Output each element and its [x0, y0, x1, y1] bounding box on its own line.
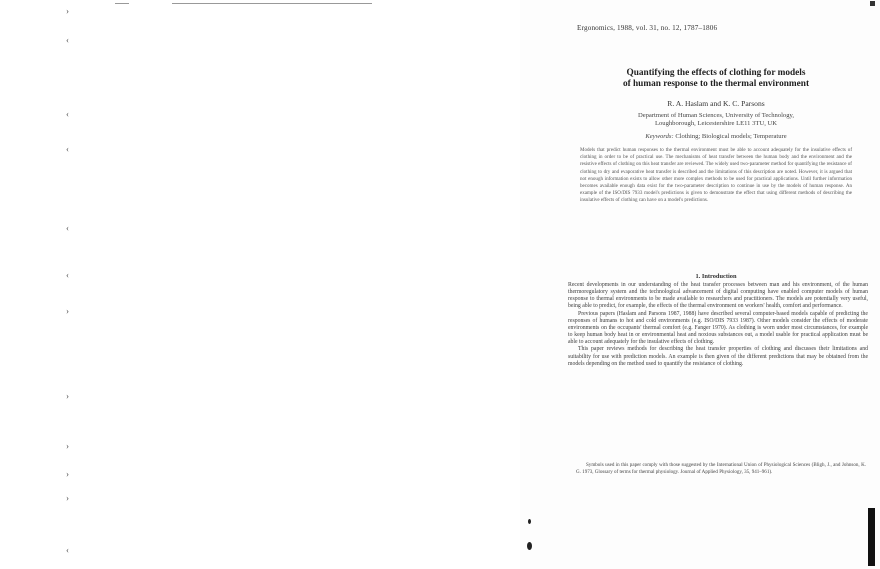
affiliation-line-2: Loughborough, Leicestershire LE11 3TU, UK	[654, 120, 778, 127]
scan-edge-bar	[868, 508, 875, 566]
gutter-mark: ›	[66, 441, 69, 451]
gutter-mark: ›	[66, 306, 69, 316]
gutter-mark: ›	[66, 469, 69, 479]
affiliation-line-1: Department of Human Sciences, University of Technology,	[637, 112, 795, 119]
authors: R. A. Haslam and K. C. Parsons	[667, 99, 765, 108]
gutter-mark: ‹	[66, 545, 69, 555]
punch-hole-mark	[527, 542, 532, 550]
gutter-mark: ‹	[66, 35, 69, 45]
title-line-2: of human response to the thermal environment	[622, 79, 810, 89]
scan-edge-line	[115, 3, 129, 4]
paragraph: This paper reviews methods for describing the heat transfer properties of clothing and discusses their limitations and suitability for use with prediction models. An example is then given of the different predictions that may be obtained from the models depending on the method used to quantify the resistance of clothing.	[568, 346, 868, 367]
gutter-mark: ‹	[66, 223, 69, 233]
punch-hole-mark	[528, 519, 531, 524]
gutter-mark: ›	[66, 391, 69, 401]
title-line-1: Quantifying the effects of clothing for models	[626, 68, 806, 78]
gutter-mark: ›	[66, 6, 69, 16]
keywords	[556, 133, 876, 140]
footnote-text: Symbols used in this paper comply with those suggested by the International Union of Physiological Sciences (Bligh, J., and Johnson, K. G. 1973, Glossary of terms for thermal physiology. Journal of Applied Physiology, 35, 941–961).	[576, 462, 866, 475]
affiliation	[556, 112, 876, 128]
abstract: Models that predict human responses to the thermal environment must be able to account adequately for the insulative effects of clothing in order to be of practical use. The mechanisms of heat transfer between the human body and the environment and the resistive effects of clothing on this heat transfer are reviewed. The widely used two-parameter method for quantifying the resistance of clothing to dry and evaporative heat transfer is described and the limitations of this description are noted. However, it is argued that not enough information exists to allow other more complex methods to be used for practical applications. Until further information becomes available enough data exist for the two-parameter description to continue in use by the models of human response. An example of the ISO/DIS 7933 model's predictions is given to demonstrate the effect that using different methods of describing the insulative effects of clothing can have on a model's predictions.	[580, 147, 852, 204]
introduction-body	[568, 282, 868, 368]
paper-title	[556, 68, 876, 90]
gutter-mark: ‹	[66, 270, 69, 280]
symbols-footnote	[576, 462, 866, 476]
journal-header: Ergonomics, 1988, vol. 31, no. 12, 1787–1806	[577, 24, 718, 32]
gutter-mark: ›	[66, 493, 69, 503]
paragraph: Recent developments in our understanding of the heat transfer processes between man and his environment, of the human thermoregulatory system and the technological advancement of digital computing have enabled computer models of human response to thermal environments to be made available to researchers and practitioners. The models are potentially very useful, being able to predict, for example, the effects of the thermal environment on workers' health, comfort and performance.	[568, 282, 868, 310]
paragraph: Previous papers (Haslam and Parsons 1987, 1988) have described several computer-based models capable of predicting the responses of humans to hot and cold environments (e.g. ISO/DIS 7933 1987). Other models consider the effects of moderate environments on the occupants' thermal comfort (e.g. Fanger 1970). As clothing is worn under most circumstances, for example to keep human body heat in or environmental heat and noxious substances out, a model usable for practical application must be able to account adequately for the insulative effects of clothing.	[568, 310, 868, 346]
scan-edge-line	[172, 3, 372, 4]
keywords-text: Clothing; Biological models; Temperature	[675, 133, 787, 140]
section-heading-introduction: 1. Introduction	[695, 273, 737, 280]
scan-corner-mark	[870, 1, 875, 6]
gutter-mark: ‹	[66, 144, 69, 154]
keywords-label: Keywords:	[645, 133, 674, 140]
gutter-mark: ‹	[66, 109, 69, 119]
